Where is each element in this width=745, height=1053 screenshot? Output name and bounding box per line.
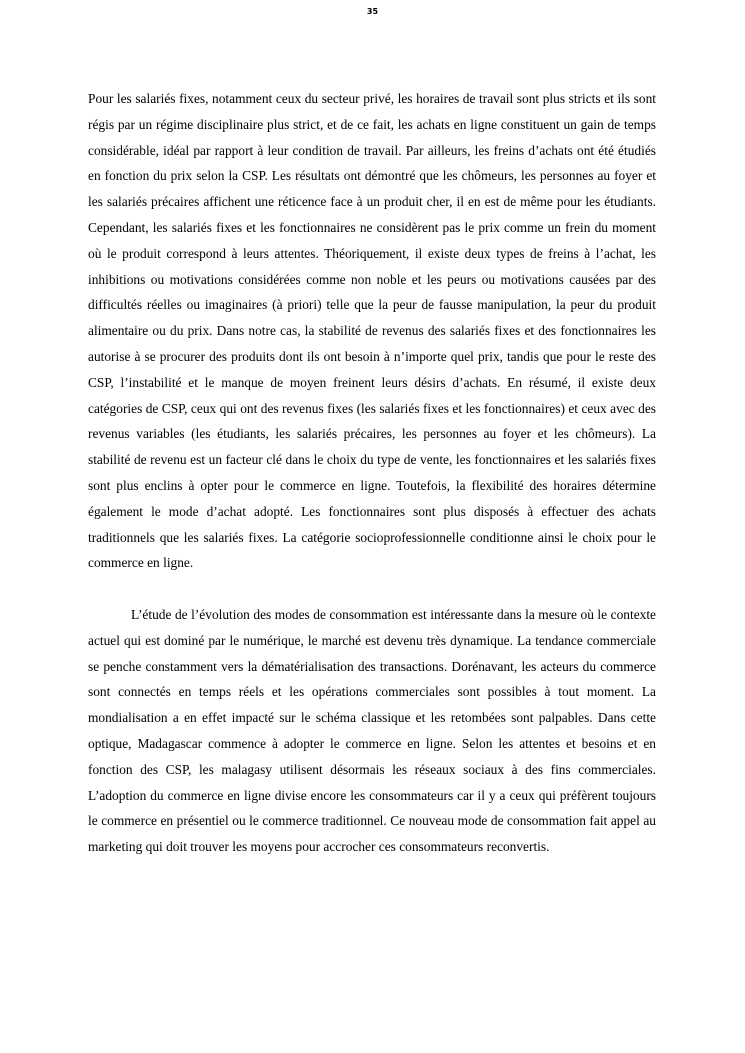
page-number: 35 — [366, 7, 379, 16]
document-body — [88, 86, 656, 860]
paragraph-2: L’étude de l’évolution des modes de consommation est intéressante dans la mesure où le contexte actuel qui est dominé par le numérique, le marché est devenu très dynamique. La tendance commerciale se penche constamment vers la dématérialisation des transactions. Dorénavant, les acteurs du commerce sont connectés en temps réels et les opérations commerciales sont possibles à tout moment. La mondialisation a en effet impacté sur le schéma classique et les retombées sont palpables. Dans cette optique, Madagascar commence à adopter le commerce en ligne. Selon les attentes et besoins et en fonction des CSP, les malagasy utilisent désormais les réseaux sociaux à des fins commerciales. L’adoption du commerce en ligne divise encore les consommateurs car il y a ceux qui préfèrent toujours le commerce en présentiel ou le commerce traditionnel. Ce nouveau mode de consommation fait appel au marketing qui doit trouver les moyens pour accrocher ces consommateurs reconvertis. — [88, 606, 656, 855]
paragraph-1: Pour les salariés fixes, notamment ceux du secteur privé, les horaires de travail sont plus stricts et ils sont régis par un régime disciplinaire plus strict, et de ce fait, les achats en ligne constituent un gain de temps considérable, idéal par rapport à leur condition de travail. Par ailleurs, les freins d’achats ont été étudiés en fonction du prix selon la CSP. Les résultats ont démontré que les chômeurs, les personnes au foyer et les salariés précaires affichent une réticence face à un produit cher, il en est de même pour les étudiants. Cependant, les salariés fixes et les fonctionnaires ne considèrent pas le prix comme un frein du moment où le produit correspond à leurs attentes. Théoriquement, il existe deux types de freins à l’achat, les inhibitions ou motivations considérées comme non noble et les peurs ou motivations causées par des difficultés réelles ou imaginaires (à priori) telle que la peur de fausse manipulation, la peur du produit alimentaire ou du prix. Dans notre cas, la stabilité de revenus des salariés fixes et des fonctionnaires les autorise à se procurer des produits dont ils ont besoin à n’importe quel prix, tandis que pour le reste des CSP, l’instabilité et le manque de moyen freinent leurs désirs d’achats. En résumé, il existe deux catégories de CSP, ceux qui ont des revenus fixes (les salariés fixes et les fonctionnaires) et ceux avec des revenus variables (les étudiants, les salariés précaires, les personnes au foyer et les chômeurs). La stabilité de revenu est un facteur clé dans le choix du type de vente, les fonctionnaires et les salariés fixes sont plus enclins à opter pour le commerce en ligne. Toutefois, la flexibilité des horaires détermine également le mode d’achat adopté. Les fonctionnaires sont plus disposés à effectuer des achats traditionnels que les salariés fixes. La catégorie socioprofessionnelle conditionne ainsi le choix pour le commerce en ligne. — [88, 91, 656, 571]
